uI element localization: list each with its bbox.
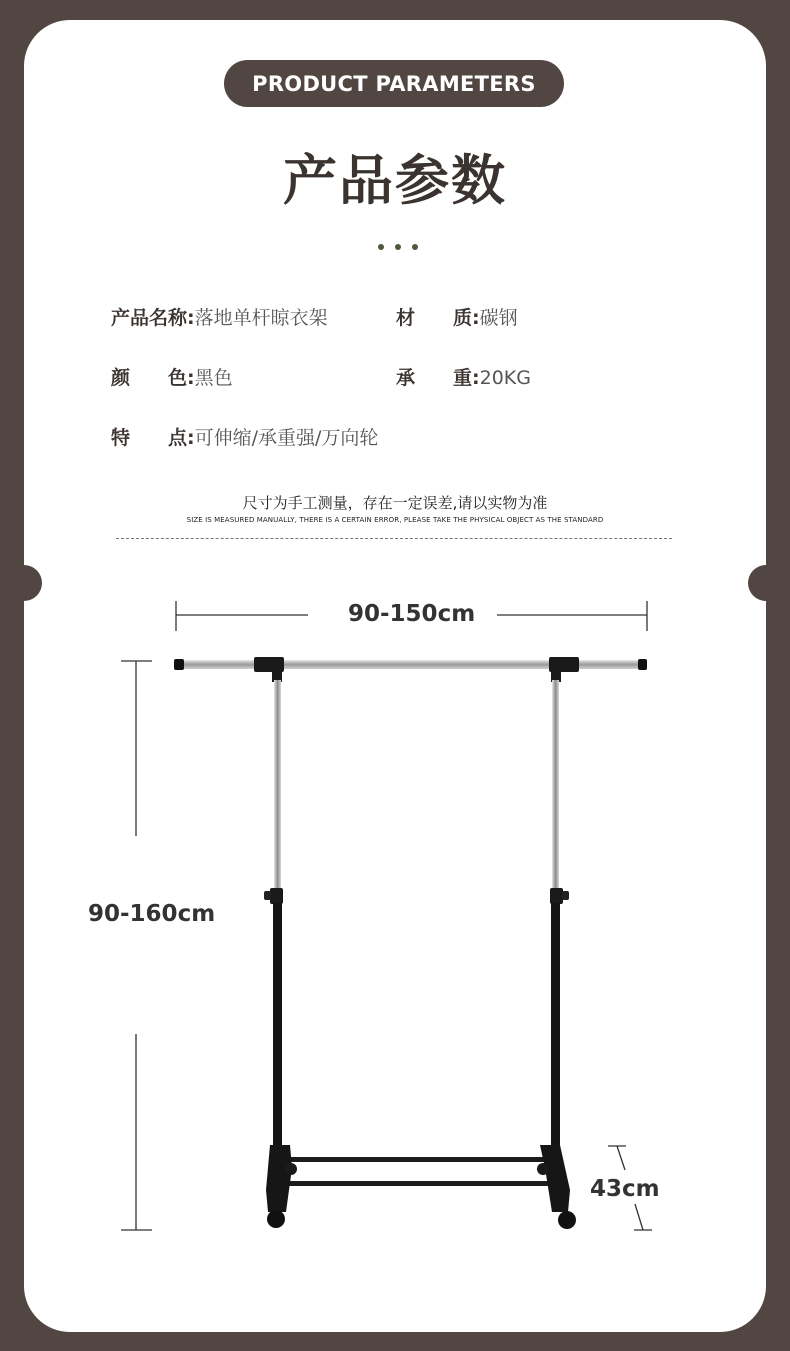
- height-dimension-line: [121, 661, 152, 1230]
- base-crossbar-upper: [286, 1157, 546, 1162]
- width-label: 90-150cm: [348, 601, 476, 627]
- measurement-note-en: SIZE IS MEASURED MANUALLY, THERE IS A CERTAIN ERROR, PLEASE TAKE THE PHYSICAL OBJECT AS THE STANDARD: [186, 516, 604, 524]
- wheel-front-right: [558, 1211, 576, 1229]
- param-name-value: 落地单杆晾衣架: [194, 307, 328, 329]
- top-bar-joint-left: [254, 657, 284, 672]
- top-bar-joint-right: [549, 657, 579, 672]
- base-height-label: 43cm: [590, 1176, 660, 1202]
- param-color-value: 黑色: [194, 367, 233, 389]
- wheel-front-left: [267, 1210, 285, 1228]
- pole-lower-left: [273, 903, 282, 1165]
- wheel-back-right: [537, 1163, 549, 1175]
- param-material-key: 材 质:: [396, 307, 480, 329]
- base-foot-left: [266, 1145, 292, 1212]
- param-name-key: 产品名称:: [111, 307, 195, 329]
- measurement-note: 尺寸为手工测量，存在一定误差,请以实物为准: [242, 494, 548, 512]
- pole-upper-right: [552, 680, 559, 890]
- param-features-value: 可伸缩/承重强/万向轮: [194, 427, 379, 449]
- top-bar-end-left: [174, 659, 184, 670]
- param-features-key: 特 点:: [111, 427, 195, 449]
- height-lock-left: [270, 888, 283, 904]
- page-title: 产品参数: [283, 149, 507, 212]
- height-lock-right: [550, 888, 563, 904]
- base-foot-right: [540, 1145, 570, 1212]
- wheel-back-left: [285, 1163, 297, 1175]
- top-bar-end-right: [638, 659, 647, 670]
- param-material-value: 碳钢: [479, 307, 518, 329]
- param-color-key: 颜 色:: [111, 367, 195, 389]
- pole-upper-left: [274, 680, 281, 890]
- param-load-key: 承 重:: [396, 367, 480, 389]
- height-label: 90-160cm: [88, 901, 216, 927]
- section-badge-label: PRODUCT PARAMETERS: [252, 71, 536, 96]
- param-load-value: 20KG: [479, 367, 531, 389]
- base-crossbar-lower: [283, 1181, 551, 1186]
- pole-lower-right: [551, 903, 560, 1165]
